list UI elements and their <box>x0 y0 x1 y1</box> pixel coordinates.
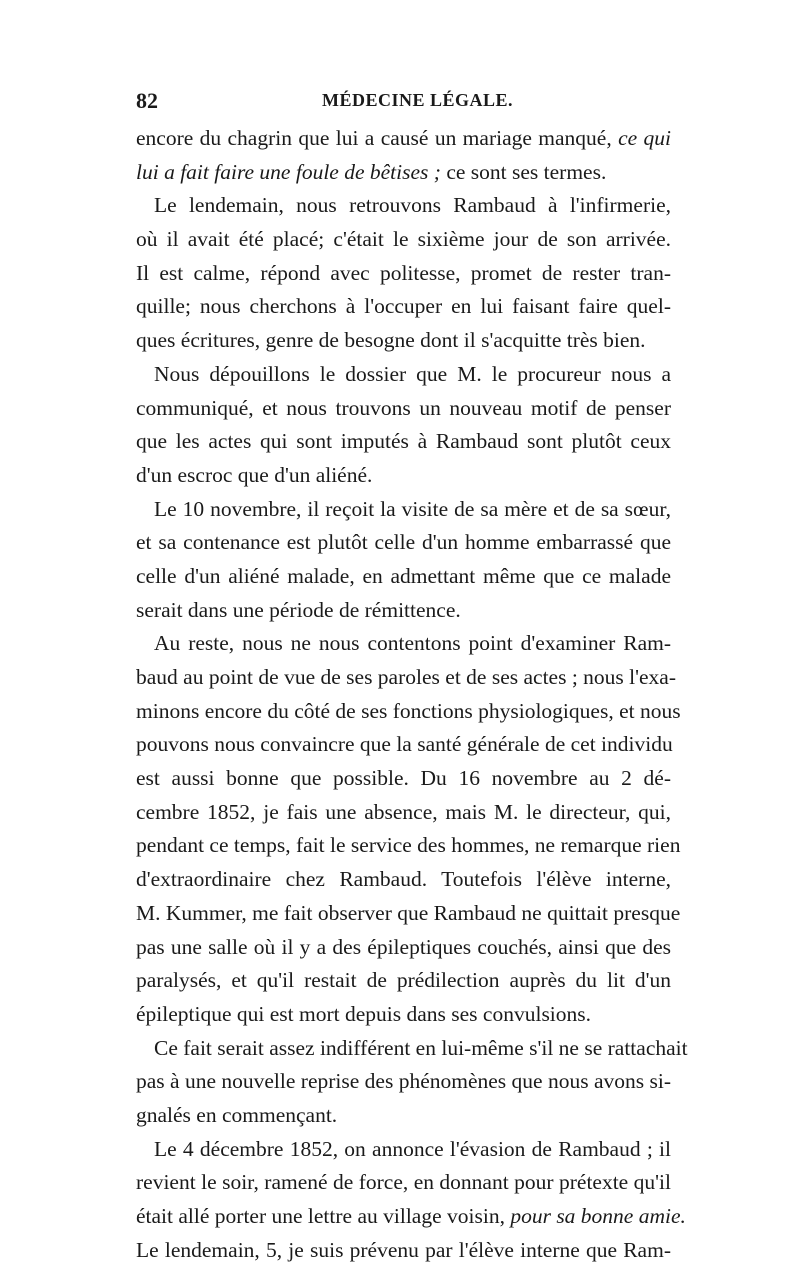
text-line <box>136 1200 686 1234</box>
text-segment: Le lendemain, nous retrouvons Rambaud à l'infirmerie, <box>154 193 671 218</box>
text-line <box>136 324 671 358</box>
text-segment: Il est calme, répond avec politesse, promet de rester tran- <box>136 260 671 285</box>
text-segment: minons encore du côté de ses fonctions physiologiques, et nous <box>136 698 681 723</box>
text-segment: pas à une nouvelle reprise des phénomènes que nous avons si- <box>136 1069 671 1094</box>
text-segment: est aussi bonne que possible. Du 16 novembre au 2 dé- <box>136 766 671 791</box>
text-segment: communiqué, et nous trouvons un nouveau motif de penser <box>136 395 671 420</box>
text-line <box>136 762 671 796</box>
text-line <box>136 560 671 594</box>
text-line <box>136 796 671 830</box>
text-segment: où il avait été placé; c'était le sixième jour de son arrivée. <box>136 227 671 252</box>
text-segment: et sa contenance est plutôt celle d'un homme embarrassé que <box>136 530 671 555</box>
text-line <box>136 931 671 965</box>
text-line <box>136 1065 671 1099</box>
text-segment: Le 4 décembre 1852, on annonce l'évasion de Rambaud ; il <box>154 1136 671 1161</box>
text-segment: revient le soir, ramené de force, en donnant pour prétexte qu'il <box>136 1170 671 1195</box>
italic-text: pour sa bonne amie. <box>510 1204 686 1228</box>
text-segment: Nous dépouillons le dossier que M. le procureur nous a <box>154 361 671 386</box>
text-segment: pouvons nous convaincre que la santé générale de cet individu <box>136 732 673 757</box>
text-line <box>136 964 671 998</box>
text-line <box>136 998 671 1032</box>
text-segment: celle d'un aliéné malade, en admettant même que ce malade <box>136 563 671 588</box>
text-segment: gnalés en commençant. <box>136 1102 338 1127</box>
text-line <box>136 897 681 931</box>
text-line <box>136 122 671 156</box>
text-line <box>136 189 671 223</box>
italic-text: ce qui <box>618 126 671 150</box>
text-segment: ce sont ses termes. <box>440 159 607 184</box>
running-title: MÉDECINE LÉGALE. <box>322 90 514 110</box>
text-segment: Au reste, nous ne nous contentons point d'examiner Ram- <box>154 631 671 656</box>
text-segment: cembre 1852, je fais une absence, mais M. le directeur, qui, <box>136 799 671 824</box>
text-segment: pendant ce temps, fait le service des hommes, ne remarque rien <box>136 833 681 858</box>
text-line <box>136 223 671 257</box>
italic-text: lui a fait faire une foule de bêtises ; <box>136 159 441 184</box>
text-line <box>136 1099 671 1133</box>
text-segment: ques écritures, genre de besogne dont il s'acquitte très bien. <box>136 328 646 353</box>
text-line <box>136 695 681 729</box>
text-line <box>136 1032 688 1066</box>
text-segment: d'extraordinaire chez Rambaud. Toutefois l'élève interne, <box>136 867 671 892</box>
text-segment: que les actes qui sont imputés à Rambaud sont plutôt ceux <box>136 429 671 454</box>
text-segment: Le 10 novembre, il reçoit la visite de sa mère et de sa sœur, <box>154 496 671 521</box>
text-line <box>136 156 671 190</box>
text-line <box>136 526 671 560</box>
text-line <box>136 392 671 426</box>
text-segment: Ce fait serait assez indifférent en lui-même s'il ne se rattachait <box>154 1035 688 1060</box>
text-segment: M. Kummer, me fait observer que Rambaud ne quittait presque <box>136 900 681 925</box>
page-number: 82 <box>136 88 158 113</box>
text-line <box>136 627 671 661</box>
text-line <box>136 728 671 762</box>
text-line <box>136 594 671 628</box>
text-segment: encore du chagrin que lui a causé un mariage manqué, <box>136 126 619 150</box>
text-line <box>136 257 671 291</box>
text-line <box>136 661 677 695</box>
text-line <box>136 1234 671 1268</box>
text-line <box>136 829 681 863</box>
text-segment: était allé porter une lettre au village voisin, <box>136 1204 511 1228</box>
text-segment: paralysés, et qu'il restait de prédilection auprès du lit d'un <box>136 968 671 993</box>
text-segment: quille; nous cherchons à l'occuper en lui faisant faire quel- <box>136 294 671 319</box>
text-line <box>136 493 671 527</box>
text-segment: serait dans une période de rémittence. <box>136 597 461 622</box>
text-line <box>136 863 671 897</box>
text-line <box>136 290 671 324</box>
text-line <box>136 1133 671 1167</box>
text-line <box>136 1166 671 1200</box>
text-segment: baud au point de vue de ses paroles et de ses actes ; nous l'exa- <box>136 665 677 689</box>
text-segment: épileptique qui est mort depuis dans ses convulsions. <box>136 1001 592 1026</box>
text-segment: pas une salle où il y a des épileptiques couchés, ainsi que des <box>136 934 671 959</box>
text-line <box>136 358 671 392</box>
page-header <box>136 88 671 118</box>
text-segment: d'un escroc que d'un aliéné. <box>136 462 373 487</box>
text-segment: Le lendemain, 5, je suis prévenu par l'élève interne que Ram- <box>136 1237 671 1262</box>
text-line <box>136 425 671 459</box>
body-text <box>136 122 688 1267</box>
text-line <box>136 459 671 493</box>
